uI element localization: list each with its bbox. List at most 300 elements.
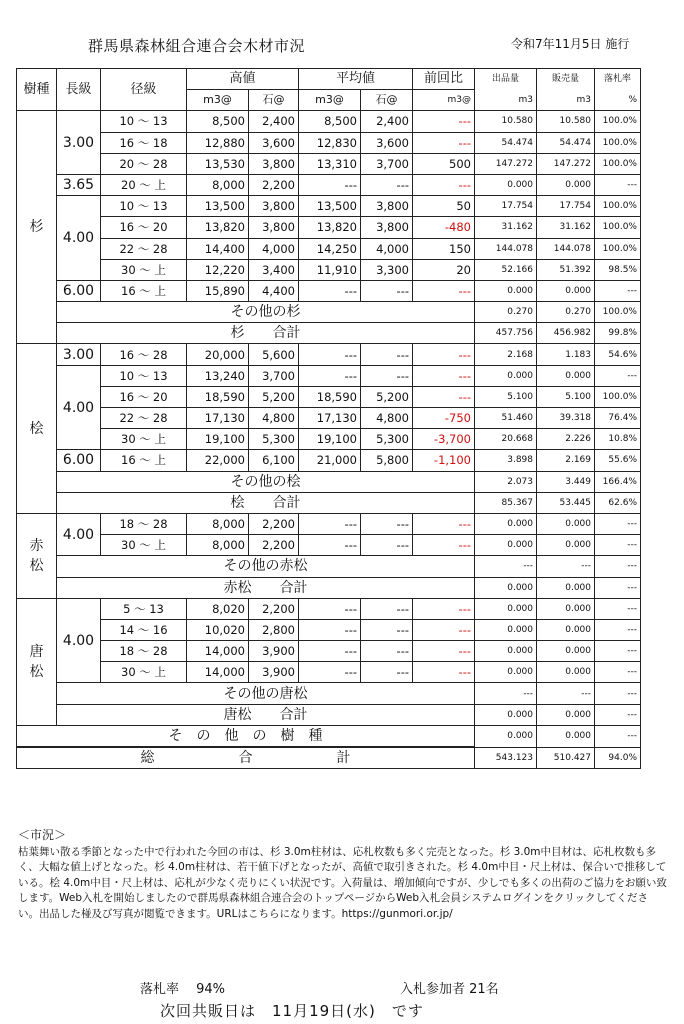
high-koku: 2,200 [249,598,299,619]
market-report-body: 枯葉舞い散る季節となった中で行われた今回の市は、杉 3.0m柱材は、応札枚数も多く完売となった。杉 3.0m中目材は、応札枚数も多く、大幅な値上げとなった。杉 4.0m柱材は、若干値下げとなったが、高値で取引きされた。杉 4.0m中目・尺上材は、保合いで推移している。桧 4.0m中目・尺上材は、応札が少なく売りにくい状況です。入荷量は、増加傾向ですが、少しでも多くの出荷のご協力をお願い致します。Web入札を開始しましたので群馬県森林組合連合会のトップページからWeb入札会員システムログインをクリックしてください。出品した椪及び写真が閲覧できます。URLはこちらになります。https://gunmori.or.jp/ [18,845,667,920]
out-volume: 457.756 [475,323,537,344]
prev-change: --- [413,132,475,153]
avg-m3: 11,910 [299,259,361,280]
sale-rate: 100.0% [595,196,641,217]
avg-koku: 3,700 [361,153,413,174]
sold-volume: --- [537,556,595,577]
length-class: 6.00 [57,450,101,471]
sale-rate: 100.0% [595,386,641,407]
sale-rate: --- [595,683,641,704]
sold-volume: --- [537,683,595,704]
page-title: 群馬県森林組合連合会木材市況 [88,37,306,55]
diameter-class: 10 ～ 13 [101,365,187,386]
sold-volume: 51.392 [537,259,595,280]
sale-rate: --- [595,641,641,662]
unit-high-koku: 石@ [249,90,299,111]
sold-volume: 2.226 [537,429,595,450]
avg-koku: --- [361,280,413,301]
prev-change: --- [413,386,475,407]
row-label: 杉 合計 [57,323,475,344]
length-class: 3.00 [57,344,101,365]
sold-volume: 0.000 [537,619,595,640]
high-m3: 20,000 [187,344,249,365]
table-row [17,217,641,238]
sale-rate: --- [595,535,641,556]
col-species: 樹種 [17,69,57,111]
avg-koku: 4,000 [361,238,413,259]
diameter-class: 16 ～ 上 [101,450,187,471]
out-volume: --- [475,556,537,577]
sale-rate: --- [595,365,641,386]
diameter-class: 30 ～ 上 [101,429,187,450]
out-volume: 17.754 [475,196,537,217]
table-row [17,429,641,450]
species-sugi: 杉 [17,111,57,344]
overall-rate: 落札率 94% [140,982,226,997]
row-label: 桧 合計 [57,492,475,513]
avg-koku: 5,200 [361,386,413,407]
table-row [17,280,641,301]
prev-change: --- [413,280,475,301]
col-length: 長級 [57,69,101,111]
sale-rate: 94.0% [595,747,641,769]
row-label: 総 合 計 [17,747,475,769]
sale-rate: 76.4% [595,408,641,429]
sold-volume: 17.754 [537,196,595,217]
high-m3: 8,000 [187,174,249,195]
row-label: その他の唐松 [57,683,475,704]
high-koku: 5,300 [249,429,299,450]
out-volume: 2.168 [475,344,537,365]
prev-change: --- [413,641,475,662]
length-class: 4.00 [57,598,101,683]
avg-koku: --- [361,662,413,683]
avg-koku: 3,300 [361,259,413,280]
high-koku: 4,000 [249,238,299,259]
avg-m3: 19,100 [299,429,361,450]
table-header-row [17,69,641,90]
high-m3: 12,220 [187,259,249,280]
sale-rate: 166.4% [595,471,641,492]
avg-m3: --- [299,365,361,386]
high-m3: 17,130 [187,408,249,429]
avg-koku: --- [361,344,413,365]
diameter-class: 10 ～ 13 [101,196,187,217]
diameter-class: 16 ～ 上 [101,280,187,301]
sold-volume: 1.183 [537,344,595,365]
sale-rate: 100.0% [595,302,641,323]
col-prev: 前回比 [413,69,475,90]
out-volume: 51.460 [475,408,537,429]
row-label: その他の桧 [57,471,475,492]
unit-high-m3: m3@ [187,90,249,111]
avg-m3: --- [299,344,361,365]
high-m3: 12,880 [187,132,249,153]
sold-volume: 456.982 [537,323,595,344]
table-row [17,386,641,407]
avg-koku: --- [361,598,413,619]
sale-rate: 54.6% [595,344,641,365]
market-report-title: ＜市況＞ [18,828,67,842]
prev-change: --- [413,619,475,640]
out-volume: 0.270 [475,302,537,323]
out-volume: 0.000 [475,662,537,683]
diameter-class: 20 ～ 28 [101,153,187,174]
table-row [17,174,641,195]
sale-rate: 10.8% [595,429,641,450]
unit-prev: m3@ [413,90,475,111]
sale-rate: --- [595,704,641,725]
table-row [17,238,641,259]
length-class: 4.00 [57,196,101,281]
high-koku: 4,800 [249,408,299,429]
high-m3: 8,500 [187,111,249,132]
avg-koku: 4,800 [361,408,413,429]
species-hinoki: 桧 [17,344,57,514]
sold-volume: 0.000 [537,598,595,619]
length-class: 4.00 [57,365,101,450]
out-volume: 144.078 [475,238,537,259]
sold-volume: 31.162 [537,217,595,238]
diameter-class: 16 ～ 20 [101,217,187,238]
participants: 入札参加者 21名 [400,982,499,997]
prev-change: --- [413,111,475,132]
table-row [17,641,641,662]
prev-change: --- [413,535,475,556]
table-row [17,196,641,217]
table-row [17,471,641,492]
out-volume: 20.668 [475,429,537,450]
sale-rate: 99.8% [595,323,641,344]
prev-change: --- [413,513,475,534]
high-koku: 2,800 [249,619,299,640]
avg-koku: --- [361,641,413,662]
sale-rate: --- [595,662,641,683]
species-akamatsu: 赤 松 [17,513,57,598]
out-volume: 0.000 [475,513,537,534]
out-volume: 3.898 [475,450,537,471]
out-volume: 52.166 [475,259,537,280]
sold-volume: 3.449 [537,471,595,492]
high-m3: 8,000 [187,535,249,556]
avg-m3: --- [299,641,361,662]
diameter-class: 14 ～ 16 [101,619,187,640]
sold-volume: 0.000 [537,704,595,725]
table-row [17,111,641,132]
high-m3: 19,100 [187,429,249,450]
avg-koku: 3,800 [361,217,413,238]
out-volume: 147.272 [475,153,537,174]
high-koku: 4,400 [249,280,299,301]
sold-volume: 147.272 [537,153,595,174]
out-volume: 85.367 [475,492,537,513]
table-row [17,302,641,323]
unit-rate: % [595,90,641,111]
out-volume: 0.000 [475,174,537,195]
sale-rate: 98.5% [595,259,641,280]
length-class: 3.65 [57,174,101,195]
sold-volume: 0.000 [537,577,595,598]
table-row [17,556,641,577]
avg-koku: --- [361,513,413,534]
diameter-class: 16 ～ 18 [101,132,187,153]
unit-out: m3 [475,90,537,111]
length-class: 6.00 [57,280,101,301]
prev-change: -480 [413,217,475,238]
sold-volume: 5.100 [537,386,595,407]
avg-koku: --- [361,535,413,556]
table-row [17,513,641,534]
avg-m3: --- [299,662,361,683]
high-koku: 3,900 [249,641,299,662]
prev-change: 500 [413,153,475,174]
sold-volume: 144.078 [537,238,595,259]
diameter-class: 16 ～ 28 [101,344,187,365]
high-m3: 14,000 [187,641,249,662]
sold-volume: 510.427 [537,747,595,769]
high-koku: 3,600 [249,132,299,153]
unit-sold: m3 [537,90,595,111]
high-m3: 13,530 [187,153,249,174]
row-label: 唐松 合計 [57,704,475,725]
sale-rate: 55.6% [595,450,641,471]
sold-volume: 0.270 [537,302,595,323]
sale-rate: 100.0% [595,238,641,259]
row-label: 赤松 合計 [57,577,475,598]
out-volume: 31.162 [475,217,537,238]
sold-volume: 0.000 [537,641,595,662]
high-koku: 3,400 [249,259,299,280]
table-row [17,662,641,683]
sold-volume: 0.000 [537,725,595,747]
sale-rate: 100.0% [595,217,641,238]
avg-m3: 17,130 [299,408,361,429]
out-volume: 0.000 [475,619,537,640]
avg-m3: --- [299,619,361,640]
high-m3: 10,020 [187,619,249,640]
avg-koku: 5,300 [361,429,413,450]
high-m3: 14,400 [187,238,249,259]
high-koku: 2,400 [249,111,299,132]
prev-change: --- [413,174,475,195]
prev-change: --- [413,598,475,619]
prev-change: 20 [413,259,475,280]
out-volume: 10.580 [475,111,537,132]
unit-avg-m3: m3@ [299,90,361,111]
high-m3: 15,890 [187,280,249,301]
out-volume: 0.000 [475,704,537,725]
out-volume: 0.000 [475,598,537,619]
sale-rate: 62.6% [595,492,641,513]
row-label: その他の赤松 [57,556,475,577]
avg-m3: 8,500 [299,111,361,132]
avg-m3: 12,830 [299,132,361,153]
table-row [17,725,641,747]
diameter-class: 22 ～ 28 [101,408,187,429]
table-row [17,492,641,513]
table-row [17,683,641,704]
high-koku: 2,200 [249,535,299,556]
diameter-class: 30 ～ 上 [101,259,187,280]
sale-date: 令和7年11月5日 施行 [511,37,630,51]
table-row [17,598,641,619]
table-row [17,408,641,429]
avg-koku: --- [361,619,413,640]
table-row [17,619,641,640]
high-koku: 2,200 [249,174,299,195]
avg-koku: --- [361,174,413,195]
avg-m3: 13,500 [299,196,361,217]
sold-volume: 53.445 [537,492,595,513]
avg-m3: 13,310 [299,153,361,174]
unit-avg-koku: 石@ [361,90,413,111]
next-sale-date: 次回共販日は 11月19日(水) です [160,1002,424,1020]
avg-m3: 18,590 [299,386,361,407]
out-volume: 0.000 [475,365,537,386]
table-row [17,259,641,280]
prev-change: --- [413,365,475,386]
high-koku: 6,100 [249,450,299,471]
avg-m3: 13,820 [299,217,361,238]
table-row [17,153,641,174]
avg-koku: 5,800 [361,450,413,471]
avg-m3: --- [299,174,361,195]
high-m3: 13,240 [187,365,249,386]
out-volume: 0.000 [475,641,537,662]
high-m3: 14,000 [187,662,249,683]
out-volume: 0.000 [475,725,537,747]
row-label: そ の 他 の 樹 種 [17,725,475,747]
high-koku: 3,800 [249,196,299,217]
diameter-class: 16 ～ 20 [101,386,187,407]
high-koku: 5,200 [249,386,299,407]
out-volume: 54.474 [475,132,537,153]
sale-rate: 100.0% [595,153,641,174]
diameter-class: 5 ～ 13 [101,598,187,619]
sale-rate: --- [595,280,641,301]
high-koku: 5,600 [249,344,299,365]
out-volume: 543.123 [475,747,537,769]
row-label: その他の杉 [57,302,475,323]
sale-rate: 100.0% [595,132,641,153]
avg-koku: 3,800 [361,196,413,217]
out-volume: --- [475,683,537,704]
table-row [17,747,641,769]
prev-change: --- [413,344,475,365]
avg-m3: --- [299,280,361,301]
avg-koku: 2,400 [361,111,413,132]
sale-rate: --- [595,513,641,534]
out-volume: 5.100 [475,386,537,407]
table-row [17,344,641,365]
col-out: 出品量 [475,69,537,90]
market-report [18,828,668,922]
high-koku: 3,900 [249,662,299,683]
high-m3: 18,590 [187,386,249,407]
sold-volume: 0.000 [537,174,595,195]
out-volume: 0.000 [475,535,537,556]
sale-rate: --- [595,577,641,598]
avg-koku: 3,600 [361,132,413,153]
avg-m3: 14,250 [299,238,361,259]
sold-volume: 0.000 [537,513,595,534]
col-rate: 落札率 [595,69,641,90]
sale-rate: --- [595,598,641,619]
high-koku: 3,800 [249,217,299,238]
sold-volume: 10.580 [537,111,595,132]
diameter-class: 30 ～ 上 [101,662,187,683]
high-koku: 3,800 [249,153,299,174]
sold-volume: 0.000 [537,365,595,386]
sold-volume: 0.000 [537,535,595,556]
length-class: 4.00 [57,513,101,555]
prev-change: 50 [413,196,475,217]
prev-change: -750 [413,408,475,429]
high-m3: 13,500 [187,196,249,217]
diameter-class: 10 ～ 13 [101,111,187,132]
avg-m3: 21,000 [299,450,361,471]
sold-volume: 0.000 [537,662,595,683]
col-high: 高値 [187,69,299,90]
col-sold: 販売量 [537,69,595,90]
high-m3: 13,820 [187,217,249,238]
price-table [16,68,641,769]
sale-rate: --- [595,174,641,195]
prev-change: --- [413,662,475,683]
col-avg: 平均値 [299,69,413,90]
prev-change: 150 [413,238,475,259]
diameter-class: 22 ～ 28 [101,238,187,259]
table-row [17,365,641,386]
table-row [17,450,641,471]
diameter-class: 18 ～ 28 [101,513,187,534]
high-m3: 22,000 [187,450,249,471]
diameter-class: 30 ～ 上 [101,535,187,556]
out-volume: 0.000 [475,577,537,598]
out-volume: 2.073 [475,471,537,492]
prev-change: -3,700 [413,429,475,450]
diameter-class: 18 ～ 28 [101,641,187,662]
table-row [17,132,641,153]
high-koku: 3,700 [249,365,299,386]
high-m3: 8,000 [187,513,249,534]
out-volume: 0.000 [475,280,537,301]
col-diameter: 径級 [101,69,187,111]
avg-m3: --- [299,535,361,556]
high-m3: 8,020 [187,598,249,619]
sale-rate: --- [595,619,641,640]
species-karamatsu: 唐 松 [17,598,57,725]
table-row [17,323,641,344]
length-class: 3.00 [57,111,101,175]
sold-volume: 2.169 [537,450,595,471]
high-koku: 2,200 [249,513,299,534]
sale-rate: --- [595,725,641,747]
diameter-class: 20 ～ 上 [101,174,187,195]
table-row [17,577,641,598]
sold-volume: 39.318 [537,408,595,429]
sale-rate: --- [595,556,641,577]
avg-m3: --- [299,598,361,619]
avg-koku: --- [361,365,413,386]
table-row [17,704,641,725]
prev-change: -1,100 [413,450,475,471]
table-row [17,535,641,556]
sold-volume: 0.000 [537,280,595,301]
avg-m3: --- [299,513,361,534]
sold-volume: 54.474 [537,132,595,153]
sale-rate: 100.0% [595,111,641,132]
